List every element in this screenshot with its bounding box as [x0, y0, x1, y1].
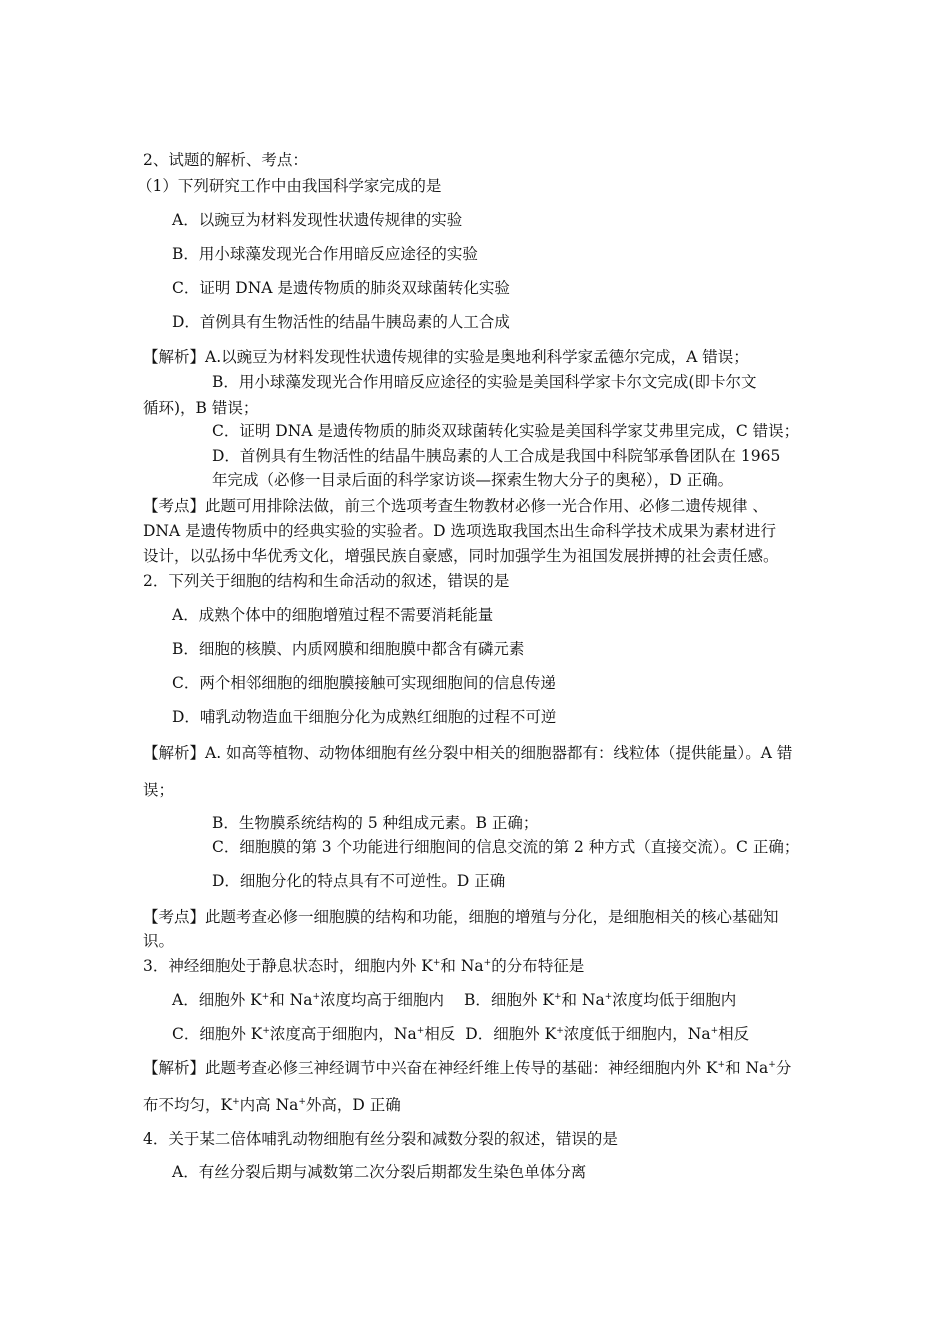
q2-analysis-line: D．细胞分化的特点具有不可逆性。D 正确	[212, 872, 506, 890]
q1-option-b: B．用小球藻发现光合作用暗反应途径的实验	[172, 245, 478, 263]
q2-kaodian-line: 【考点】此题考查必修一细胞膜的结构和功能，细胞的增殖与分化，是细胞相关的核心基础知	[143, 908, 779, 926]
q4-option-a: A．有丝分裂后期与减数第二次分裂后期都发生染色单体分离	[172, 1163, 587, 1181]
q1-kaodian-line: 设计，以弘扬中华优秀文化，增强民族自豪感，同时加强学生为祖国发展拼搏的社会责任感。	[143, 547, 779, 565]
q2-analysis-line: B．生物膜系统结构的 5 种组成元素。B 正确；	[212, 814, 539, 832]
q2-option-a: A．成熟个体中的细胞增殖过程不需要消耗能量	[172, 606, 494, 624]
q1-option-c: C．证明 DNA 是遗传物质的肺炎双球菌转化实验	[172, 279, 510, 297]
q3-option-b: B．细胞外 K+和 Na+浓度均低于细胞内	[464, 991, 737, 1009]
q1-analysis-line: C．证明 DNA 是遗传物质的肺炎双球菌转化实验是美国科学家艾弗里完成，C 错误；	[212, 422, 800, 440]
q2-kaodian-line: 识。	[143, 932, 175, 950]
section-heading: 2、试题的解析、考点：	[143, 151, 308, 169]
q1-analysis-line: D．首例具有生物活性的结晶牛胰岛素的人工合成是我国中科院邹承鲁团队在 1965	[212, 447, 781, 465]
q1-kaodian-line: DNA 是遗传物质中的经典实验的实验者。D 选项选取我国杰出生命科学技术成果为素材进行	[143, 522, 776, 540]
q1-kaodian-line: 【考点】此题可用排除法做，前三个选项考查生物教材必修一光合作用、必修二遗传规律 、	[143, 497, 768, 515]
q2-option-c: C．两个相邻细胞的细胞膜接触可实现细胞间的信息传递	[172, 674, 556, 692]
q1-analysis-line: B．用小球藻发现光合作用暗反应途径的实验是美国科学家卡尔文完成(即卡尔文	[212, 373, 757, 391]
q2-analysis-line: 【解析】A. 如高等植物、动物体细胞有丝分裂中相关的细胞器都有：线粒体（提供能量）。A 错	[143, 744, 793, 762]
q3-option-c: C．细胞外 K+浓度高于细胞内，Na+相反	[172, 1025, 456, 1043]
q2-option-b: B．细胞的核膜、内质网膜和细胞膜中都含有磷元素	[172, 640, 525, 658]
question-2-stem: 2．下列关于细胞的结构和生命活动的叙述，错误的是	[143, 572, 510, 590]
q1-analysis-line: 年完成（必修一目录后面的科学家访谈—探索生物大分子的奥秘），D 正确。	[212, 471, 734, 489]
question-4-stem: 4．关于某二倍体哺乳动物细胞有丝分裂和减数分裂的叙述，错误的是	[143, 1130, 618, 1148]
q3-option-d: D．细胞外 K+浓度低于细胞内，Na+相反	[465, 1025, 750, 1043]
q2-option-d: D．哺乳动物造血干细胞分化为成熟红细胞的过程不可逆	[172, 708, 557, 726]
q2-analysis-line: 误；	[143, 781, 175, 799]
q1-option-d: D．首例具有生物活性的结晶牛胰岛素的人工合成	[172, 313, 510, 331]
q3-analysis-line: 【解析】此题考查必修三神经调节中兴奋在神经纤维上传导的基础：神经细胞内外 K+和 Na+分	[143, 1059, 792, 1077]
q1-option-a: A．以豌豆为材料发现性状遗传规律的实验	[172, 211, 463, 229]
q1-analysis-line: 循环)，B 错误；	[143, 399, 259, 417]
q1-analysis-line: 【解析】A.以豌豆为材料发现性状遗传规律的实验是奥地利科学家孟德尔完成，A 错误；	[143, 348, 749, 366]
q3-option-a: A．细胞外 K+和 Na+浓度均高于细胞内	[172, 991, 445, 1009]
q3-options-cd	[172, 1024, 749, 1044]
question-1-stem: （1）下列研究工作中由我国科学家完成的是	[137, 177, 442, 195]
q2-analysis-line: C．细胞膜的第 3 个功能进行细胞间的信息交流的第 2 种方式（直接交流）。C 正确；	[212, 838, 800, 856]
q3-analysis-line: 布不均匀，K+内高 Na+外高，D 正确	[143, 1096, 401, 1114]
question-3-stem: 3．神经细胞处于静息状态时，细胞内外 K+和 Na+的分布特征是	[143, 957, 585, 975]
q3-options-ab	[172, 990, 736, 1010]
